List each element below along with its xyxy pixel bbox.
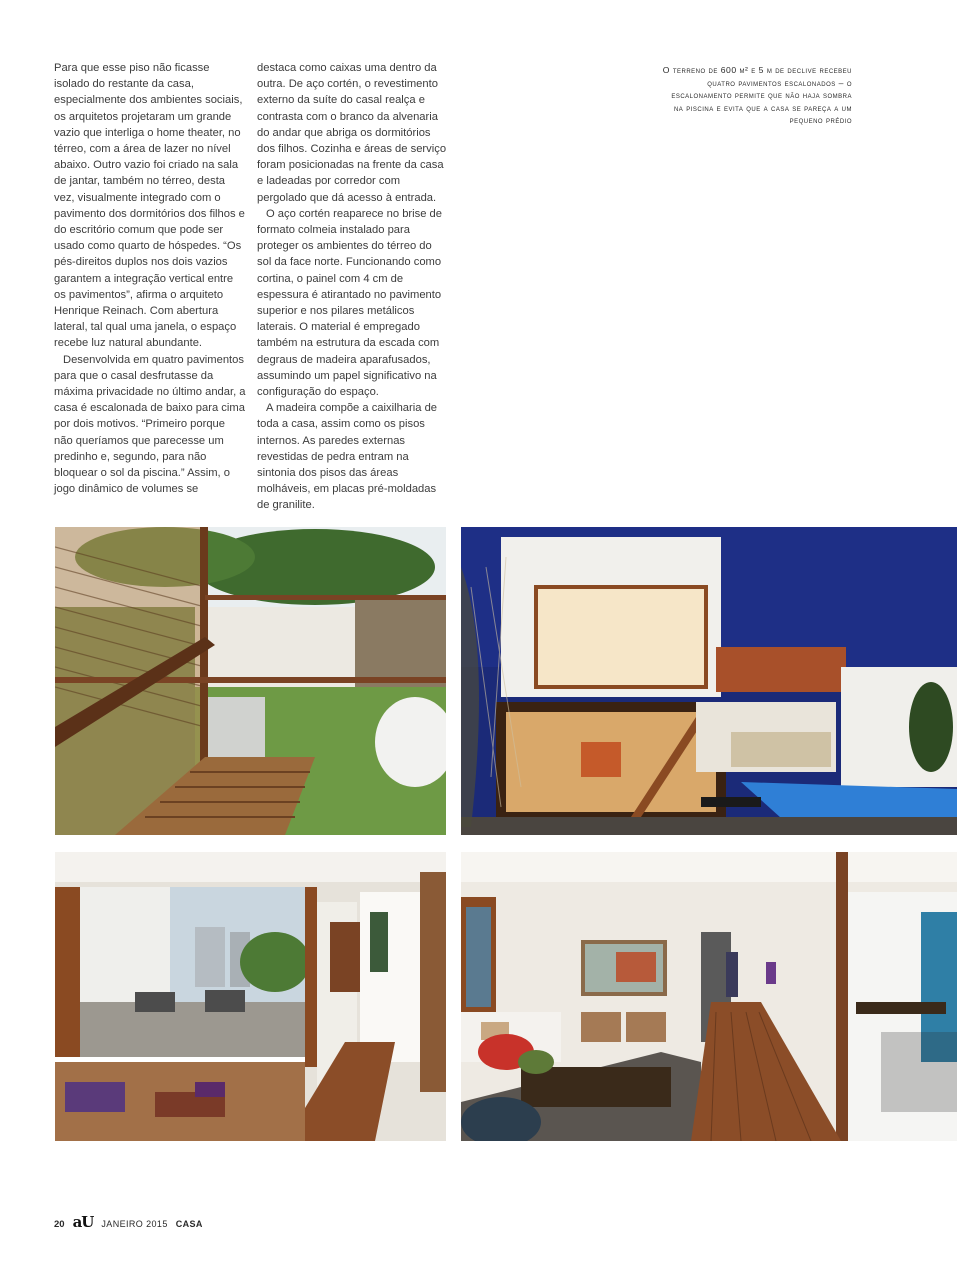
- section-name: CASA: [175, 1219, 203, 1229]
- photo-upper-floor-void: [55, 852, 446, 1141]
- photo-living-room: [461, 852, 957, 1141]
- article-paragraph: A madeira compõe a caixilharia de toda a casa, assim como os pisos internos. As paredes externas revestidas de pedra entram na sintonia dos pisos das áreas molháveis, em placas pré-moldadas de granilite.: [257, 402, 438, 512]
- article-column-2: [257, 60, 449, 514]
- photo-staircase-brise: [55, 527, 446, 835]
- article-paragraph: Para que esse piso não ficasse isolado do restante da casa, especialmente dos ambientes sociais, os arquitetos projetaram um grande vazio que interliga o home theater, no térreo, com a área de lazer no nível abaixo. Outro vazio foi criado na sala de jantar, também no térreo, desta vez, visualmente integrado com o pavimento dos dormitórios dos filhos e do escritório comum que pode ser usado como quarto de hóspedes. “Os pés-direitos duplos nos dois vazios garantem a integração vertical entre os pavimentos”, afirma o arquiteto Henrique Reinach. Com abertura lateral, tal qual uma janela, o espaço recebe luz natural abundante.: [54, 62, 245, 350]
- photo-night-facade-pool: [461, 527, 957, 835]
- article-paragraph: Desenvolvida em quatro pavimentos para que o casal desfrutasse da máxima privacidade no último andar, a casa é escalonada de baixo para cima por dois motivos. “Primeiro porque não queríamos que parecesse um predinho e, segundo, para não bloquear o sol da piscina.” Assim, o jogo dinâmico de volumes se: [54, 353, 246, 496]
- magazine-logo: aU: [72, 1213, 94, 1231]
- article-paragraph: O aço cortén reaparece no brise de formato colmeia instalado para proteger os ambientes do térreo do sol da face norte. Funcionando como cortina, o painel com 4 cm de espessura é atirantado no pavimento superior e nos pilares metálicos laterais. O material é empregado também na estrutura da escada com degraus de madeira aparafusados, assumindo um papel significativo na configuração do espaço.: [257, 207, 442, 399]
- page-number: 20: [54, 1219, 65, 1230]
- article-column-1: [54, 60, 246, 497]
- article-paragraph: destaca como caixas uma dentro da outra. De aço cortén, o revestimento externo da suíte do casal realça e contrasta com o branco da alvenaria do andar que abriga os dormitórios dos filhos. Cozinha e áreas de serviço foram posicionadas na frente da casa e ladeadas por corredor com pergolado que dá acesso à entrada.: [257, 62, 447, 204]
- photo-caption: O terreno de 600 m² e 5 m de declive recebeu quatro pavimentos escalonados – o escalonamento permite que não haja sombra na piscina e evita que a casa se pareça a um pequeno prédio: [662, 65, 852, 126]
- issue-date: JANEIRO 2015: [101, 1219, 168, 1229]
- page-footer: [54, 1213, 203, 1229]
